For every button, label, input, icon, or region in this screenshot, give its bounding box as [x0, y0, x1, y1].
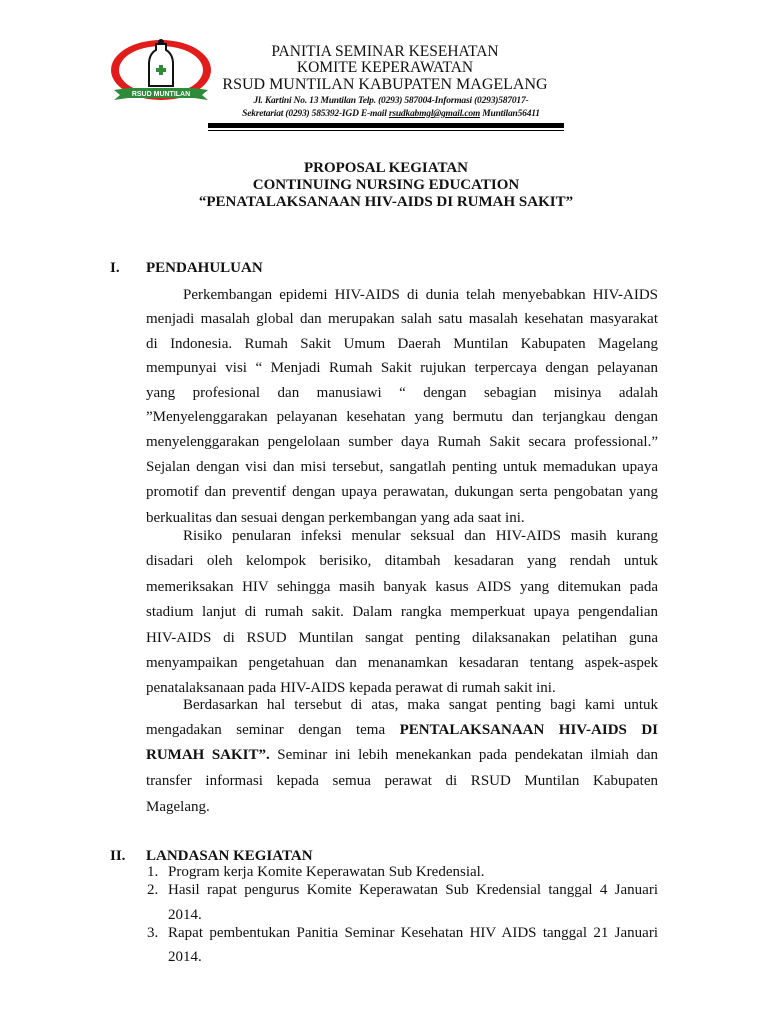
- address-line1: Jl. Kartini No. 13 Muntilan Telp. (0293) 587004-Informasi (0293)587017-: [253, 96, 529, 106]
- p1-line: Sejalan dengan visi dan misi tersebut, sangatlah penting untuk memadukan upaya: [146, 459, 658, 475]
- address-suffix: Muntilan56411: [480, 109, 540, 119]
- p2-line: menyampaikan pengetahuan dan menanamkan kesadaran tentang aspek-aspek: [146, 655, 658, 671]
- list-number: 2.: [147, 882, 159, 898]
- list-item-cont: 2014.: [168, 949, 202, 965]
- p2-line: Risiko penularan infeksi menular seksual dan HIV-AIDS masih kurang: [183, 528, 658, 544]
- p1-line: menjadi masalah global dan merupakan salah satu masalah kesehatan masyarakat: [146, 311, 658, 327]
- list-item-cont: 2014.: [168, 907, 202, 923]
- title-line3: “PENATALAKSANAAN HIV-AIDS DI RUMAH SAKIT”: [198, 194, 574, 210]
- p1-line: promotif dan preventif dengan upaya perawatan, dukungan serta pengobatan yang: [146, 484, 658, 500]
- p1-line: di Indonesia. Rumah Sakit Umum Daerah Muntilan Kabupaten Magelang: [146, 336, 658, 352]
- p3-line: Berdasarkan hal tersebut di atas, maka sangat penting bagi kami untuk: [183, 697, 658, 713]
- list-number: 1.: [147, 864, 159, 880]
- title-line1: PROPOSAL KEGIATAN: [303, 160, 469, 176]
- letterhead-line1: PANITIA SEMINAR KESEHATAN: [271, 43, 499, 60]
- list-item: Rapat pembentukan Panitia Seminar Kesehatan HIV AIDS tanggal 21 Januari: [168, 925, 658, 941]
- section1-heading: PENDAHULUAN: [146, 260, 263, 276]
- list-item: Hasil rapat pengurus Komite Keperawatan Sub Kredensial tanggal 4 Januari: [168, 882, 658, 898]
- p1-line: menyelenggarakan pengelolaan sumber daya Rumah Sakit secara professional.”: [146, 434, 658, 450]
- logo-badge-text: RSUD MUNTILAN: [131, 91, 191, 98]
- letterhead-line3: RSUD MUNTILAN KABUPATEN MAGELANG: [222, 76, 548, 93]
- letterhead-rule-thin: [208, 130, 564, 131]
- section1-number: I.: [110, 260, 120, 276]
- section2-number: II.: [110, 848, 126, 864]
- p1-line: mempunyai visi “ Menjadi Rumah Sakit rujukan terpercaya dengan pelayanan: [146, 360, 658, 376]
- email-link[interactable]: rsudkabmgl@gmail.com: [388, 109, 481, 119]
- p2-line: penatalaksanaan pada HIV-AIDS kepada perawat di rumah sakit ini.: [146, 680, 556, 696]
- p3-line: [146, 747, 658, 764]
- p3-theme-bold: RUMAH SAKIT”.: [146, 747, 270, 763]
- p1-line: ”Menyelenggarakan pelayanan kesehatan yang bermutu dan terjangkau dengan: [146, 409, 658, 425]
- title-line2: CONTINUING NURSING EDUCATION: [252, 177, 520, 193]
- list-number: 3.: [147, 925, 159, 941]
- p3-theme-bold: PENTALAKSANAAN HIV-AIDS DI: [399, 722, 659, 738]
- p3-line: [146, 722, 658, 739]
- p3-line: transfer informasi kepada semua perawat di RSUD Muntilan Kabupaten: [146, 773, 658, 789]
- p1-line: Perkembangan epidemi HIV-AIDS di dunia telah menyebabkan HIV-AIDS: [183, 287, 658, 303]
- p2-line: disadari oleh kelompok berisiko, ditambah kesadaran yang rendah untuk: [146, 553, 658, 569]
- p3-text: Seminar ini lebih menekankan pada pendekatan ilmiah dan: [269, 747, 658, 763]
- p3-line: Magelang.: [146, 799, 210, 815]
- list-item: Program kerja Komite Keperawatan Sub Kredensial.: [168, 864, 485, 880]
- letterhead-line2: KOMITE KEPERAWATAN: [296, 59, 474, 76]
- section2-heading: LANDASAN KEGIATAN: [146, 848, 313, 864]
- address-line2: [206, 108, 576, 120]
- p1-line: berkualitas dan sesuai dengan perkembangan yang ada saat ini.: [146, 510, 525, 526]
- address-prefix: Sekretariat (0293) 585392-IGD E-mail: [242, 109, 389, 119]
- p3-text: mengadakan seminar dengan tema: [146, 722, 400, 738]
- letterhead-rule-thick: [208, 123, 564, 128]
- p2-line: stadium lanjut di rumah sakit. Dalam rangka memperkuat upaya pengendalian: [146, 604, 658, 620]
- p1-line: yang profesional dan manusiawi “ dengan sebagian misinya adalah: [146, 385, 658, 401]
- p2-line: HIV-AIDS di RSUD Muntilan sangat penting dilaksanakan pelatihan guna: [146, 630, 658, 646]
- p2-line: memeriksakan HIV sehingga masih banyak kasus AIDS yang ditemukan pada: [146, 579, 658, 595]
